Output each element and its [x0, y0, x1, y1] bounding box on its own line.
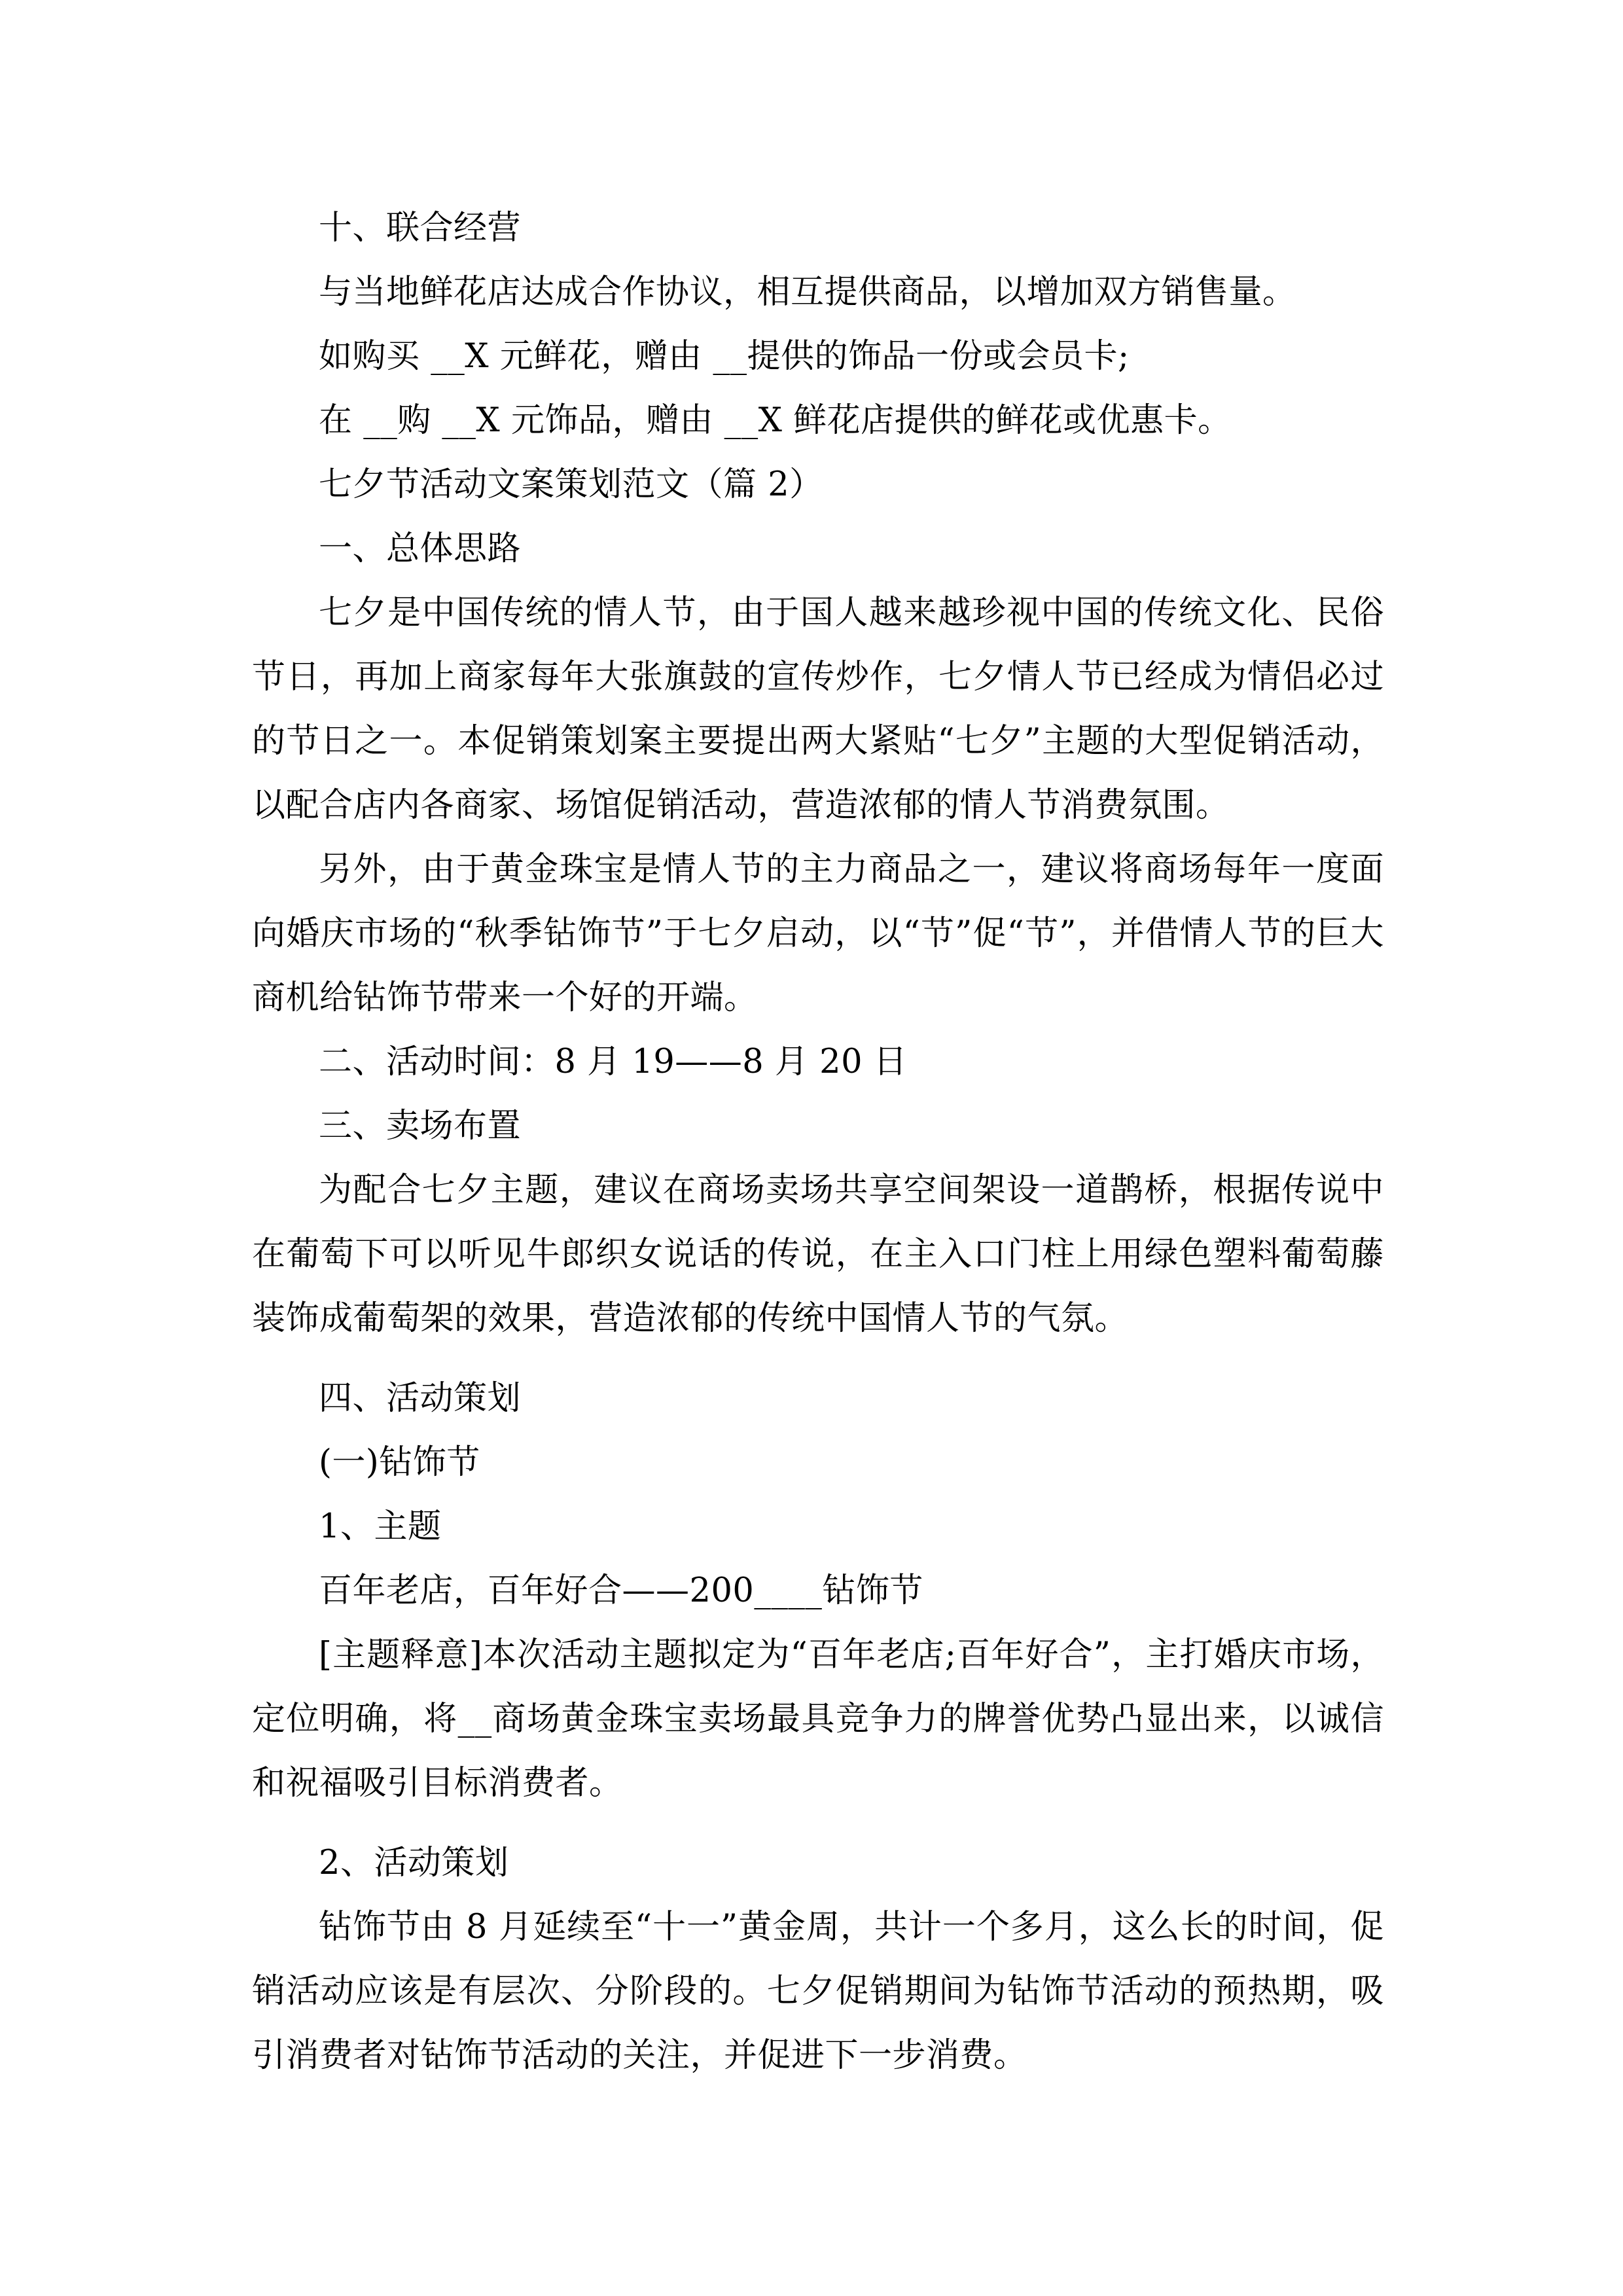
paragraph: 与当地鲜花店达成合作协议，相互提供商品，以增加双方销售量。	[319, 273, 1296, 312]
document-body	[252, 196, 1384, 2088]
section-heading-overall-idea: 一、总体思路	[319, 529, 522, 568]
paragraph: 在 __购 __X 元饰品，赠由 __X 鲜花店提供的鲜花或优惠卡。	[319, 401, 1232, 440]
theme-slogan: 百年老店，百年好合——200____钻饰节	[319, 1571, 923, 1610]
subheading-theme: 1、主题	[319, 1507, 442, 1546]
spacer	[252, 1351, 1384, 1367]
article-title: 七夕节活动文案策划范文（篇 2）	[319, 465, 823, 504]
section-heading-event-time: 二、活动时间：8 月 19——8 月 20 日	[319, 1043, 908, 1081]
subheading-diamond-festival: (一)钻饰节	[319, 1443, 480, 1482]
subheading-activity-planning: 2、活动策划	[319, 1844, 509, 1882]
section-heading-event-planning: 四、活动策划	[319, 1379, 522, 1418]
paragraph: 七夕是中国传统的情人节，由于国人越来越珍视中国的传统文化、民俗节日，再加上商家每年大张旗鼓的宣传炒作，七夕情人节已经成为情侣必过的节日之一。本促销策划案主要提出两大紧贴“七夕”主题的大型促销活动，以配合店内各商家、场馆促销活动，营造浓郁的情人节消费氛围。	[252, 594, 1384, 825]
section-heading-joint-operation: 十、联合经营	[319, 209, 522, 247]
paragraph: 另外，由于黄金珠宝是情人节的主力商品之一，建议将商场每年一度面向婚庆市场的“秋季钻饰节”于七夕启动，以“节”促“节”，并借情人节的巨大商机给钻饰节带来一个好的开端。	[252, 850, 1384, 1017]
paragraph: 为配合七夕主题，建议在商场卖场共享空间架设一道鹊桥，根据传说中在葡萄下可以听见牛郎织女说话的传说，在主入口门柱上用绿色塑料葡萄藤装饰成葡萄架的效果，营造浓郁的传统中国情人节的气氛。	[252, 1171, 1384, 1338]
paragraph: 如购买 __X 元鲜花，赠由 __提供的饰品一份或会员卡;	[319, 337, 1130, 376]
paragraph: [主题释意]本次活动主题拟定为“百年老店;百年好合”，主打婚庆市场，定位明确，将__商场黄金珠宝卖场最具竞争力的牌誉优势凸显出来，以诚信和祝福吸引目标消费者。	[252, 1636, 1384, 1803]
section-heading-store-layout: 三、卖场布置	[319, 1107, 522, 1145]
spacer	[252, 1816, 1384, 1831]
paragraph: 钻饰节由 8 月延续至“十一”黄金周，共计一个多月，这么长的时间，促销活动应该是有层次、分阶段的。七夕促销期间为钻饰节活动的预热期，吸引消费者对钻饰节活动的关注，并促进下一步消费。	[252, 1908, 1384, 2075]
